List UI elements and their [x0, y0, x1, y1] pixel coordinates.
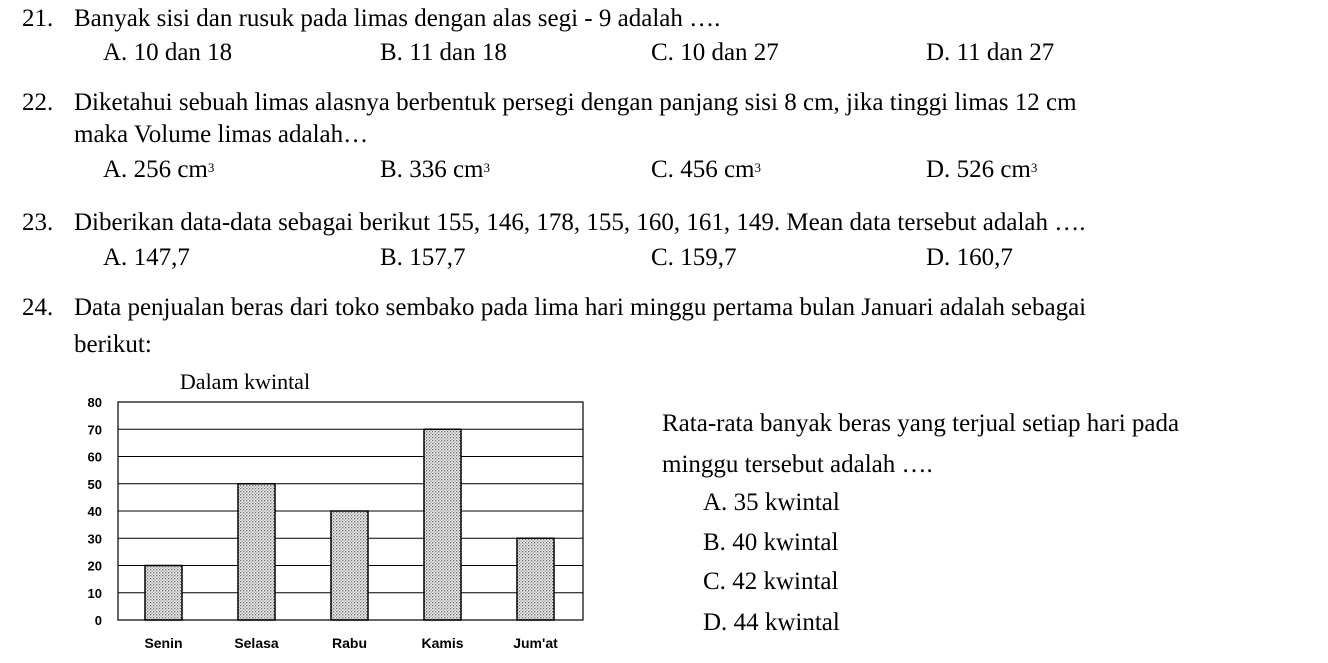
y-tick-label: 80 [87, 395, 102, 410]
x-tick-label: Senin [144, 635, 183, 651]
question-prompt-line2: minggu tersebut adalah …. [662, 451, 933, 478]
question-22 [22, 88, 1077, 118]
bar-jumat [517, 538, 554, 620]
option-d: D. 160,7 [926, 244, 1013, 271]
option-a: A. 35 kwintal [703, 489, 840, 516]
bar-senin [145, 566, 182, 621]
question-23 [22, 208, 1086, 238]
option-c: C. 456 $cm^3$ [651, 156, 761, 183]
bar-chart [60, 362, 620, 663]
option-c: C. 42 kwintal [703, 568, 839, 595]
y-tick-label: 0 [94, 613, 102, 628]
question-number: 21. [22, 5, 54, 32]
option-c: C. 10 dan 27 [651, 39, 779, 66]
y-tick-label: 30 [87, 531, 102, 547]
bar-chart-svg [60, 362, 620, 663]
option-a: A. 147,7 [103, 244, 190, 271]
option-a: A. 256 $cm^3$ [103, 156, 215, 183]
y-tick-label: 20 [87, 558, 102, 574]
question-number: 22. [22, 89, 54, 116]
option-b: B. 336 $cm^3$ [380, 156, 490, 183]
x-tick-label: Rabu [332, 635, 367, 651]
question-21 [22, 4, 720, 34]
question-text: Diberikan data-data sebagai berikut 155, 146, 178, 155, 160, 161, 149. Mean data tersebut adalah …. [74, 209, 1086, 236]
option-a: A. 10 dan 18 [103, 39, 233, 66]
chart-title: Dalam kwintal [179, 369, 311, 394]
x-tick-label: Kamis [421, 635, 464, 651]
question-text: Banyak sisi dan rusuk pada limas dengan alas segi - 9 adalah …. [74, 5, 721, 32]
question-number: 24. [22, 294, 54, 321]
question-text: Diketahui sebuah limas alasnya berbentuk persegi dengan panjang sisi 8 cm, jika tinggi limas 12 cm [74, 89, 1077, 116]
option-d: D. 526 $cm^3$ [926, 156, 1038, 183]
option-d: D. 44 kwintal [703, 609, 840, 636]
question-text-cont: berikut: [74, 331, 152, 358]
question-24 [22, 293, 1086, 323]
option-b: B. 11 dan 18 [380, 39, 507, 66]
bar-rabu [331, 511, 368, 620]
question-text: Data penjualan beras dari toko sembako pada lima hari minggu pertama bulan Januari adalah sebagai [74, 294, 1087, 321]
option-c: C. 159,7 [651, 244, 737, 271]
y-tick-label: 60 [87, 449, 102, 465]
question-number: 23. [22, 209, 54, 236]
question-prompt-line1: Rata-rata banyak beras yang terjual setiap hari pada [662, 410, 1180, 437]
option-b: B. 40 kwintal [703, 529, 839, 556]
y-tick-label: 10 [87, 585, 102, 601]
question-text-cont: maka Volume limas adalah… [74, 121, 369, 148]
option-d: D. 11 dan 27 [926, 39, 1055, 66]
y-tick-label: 40 [87, 504, 102, 519]
x-tick-label: Jum'at [513, 635, 558, 651]
y-tick-label: 70 [87, 422, 102, 438]
option-b: B. 157,7 [380, 244, 466, 271]
y-tick-label: 50 [87, 476, 102, 492]
x-tick-label: Selasa [234, 635, 279, 651]
bar-kamis [424, 429, 461, 620]
bar-selasa [238, 484, 275, 620]
